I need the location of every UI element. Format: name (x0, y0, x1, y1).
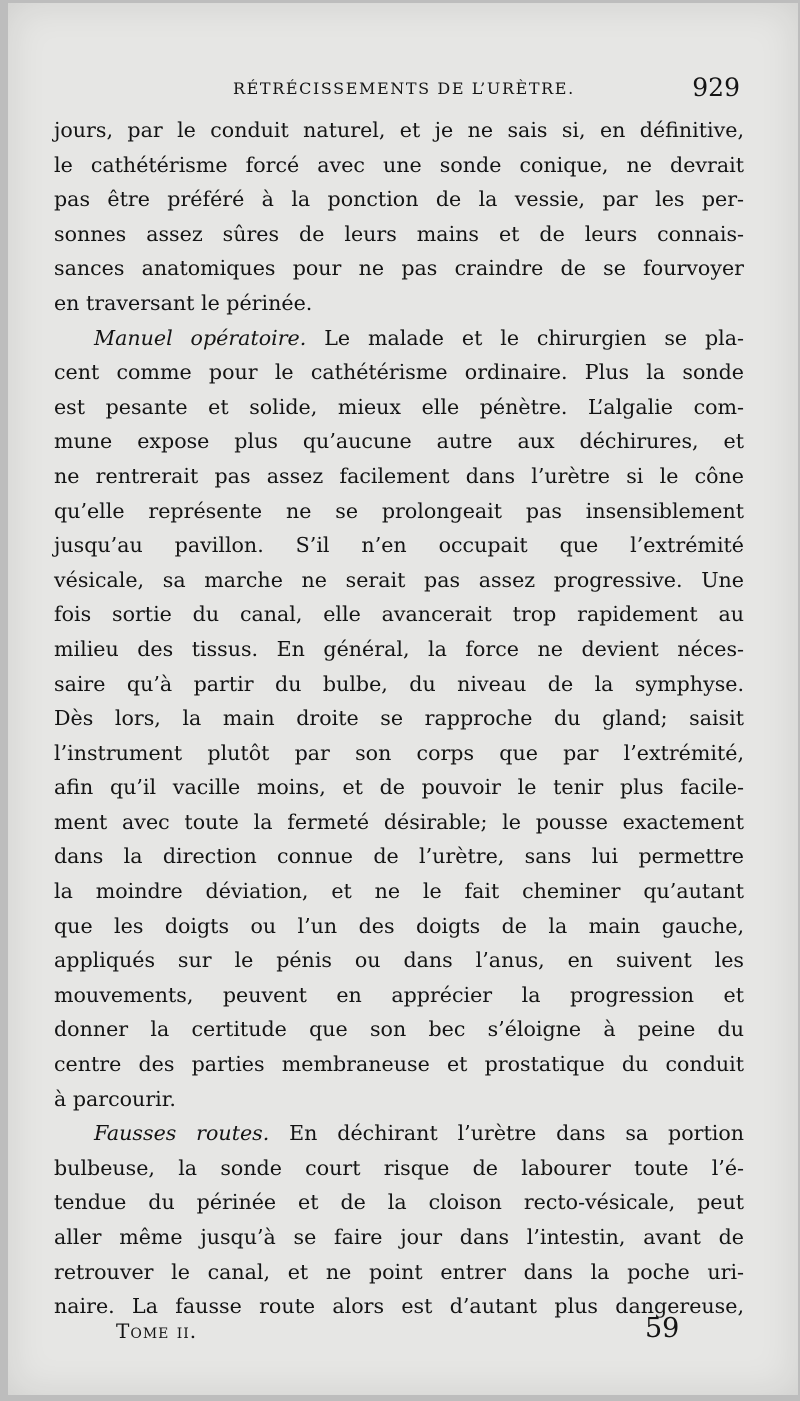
text-line: est pesante et solide, mieux elle pénètre. L’algalie com- (54, 394, 744, 419)
page-header (8, 71, 798, 107)
text-line (54, 1116, 744, 1151)
text-line: pas être préféré à la ponction de la vessie, par les per- (54, 187, 744, 212)
text-line: à parcourir. (54, 1086, 176, 1111)
text-line: afin qu’il vacille moins, et de pouvoir le tenir plus facile- (54, 775, 744, 800)
text-line: centre des parties membraneuse et prostatique du conduit (54, 1052, 744, 1077)
text-line: que les doigts ou l’un des doigts de la main gauche, (54, 913, 744, 938)
text-line: vésicale, sa marche ne serait pas assez progressive. Une (54, 567, 744, 592)
volume-signature: Tome ii. (116, 1319, 198, 1343)
text-line: appliqués sur le pénis ou dans l’anus, en suivent les (54, 948, 744, 973)
text-line: cent comme pour le cathétérisme ordinaire. Plus la sonde (54, 360, 744, 385)
text-line: retrouver le canal, et ne point entrer dans la poche uri- (54, 1259, 744, 1284)
running-title: RÉTRÉCISSEMENTS DE L’URÈTRE. (233, 79, 575, 98)
text-line-remainder: En déchirant l’urètre dans sa portion (269, 1121, 744, 1146)
text-line: dans la direction connue de l’urètre, sans lui permettre (54, 844, 744, 869)
text-line: bulbeuse, la sonde court risque de labourer toute l’é- (54, 1155, 744, 1180)
text-line: en traversant le périnée. (54, 290, 313, 315)
section-lead: Fausses routes. (94, 1121, 270, 1146)
paragraph-manuel-operatoire (54, 321, 744, 1117)
section-lead: Manuel opératoire. (94, 325, 307, 350)
text-line: sances anatomiques pour ne pas craindre de se fourvoyer (54, 256, 744, 281)
text-line: qu’elle représente ne se prolongeait pas insensiblement (54, 498, 744, 523)
paragraph-fausses-routes (54, 1116, 744, 1324)
text-line: mune expose plus qu’aucune autre aux déchirures, et (54, 429, 744, 454)
text-line: tendue du périnée et de la cloison recto-vésicale, peut (54, 1190, 744, 1215)
book-page (8, 3, 798, 1395)
text-line: ment avec toute la fermeté désirable; le pousse exactement (54, 809, 744, 834)
page-number: 929 (692, 73, 740, 102)
text-line: Dès lors, la main droite se rapproche du gland; saisit (54, 706, 744, 731)
text-line: saire qu’à partir du bulbe, du niveau de la symphyse. (54, 671, 744, 696)
text-line: l’instrument plutôt par son corps que par l’extrémité, (54, 740, 744, 765)
text-line: naire. La fausse route alors est d’autant plus dangereuse, (54, 1294, 744, 1319)
text-line: le cathétérisme forcé avec une sonde conique, ne devrait (54, 152, 744, 177)
text-line: donner la certitude que son bec s’éloigne à peine du (54, 1017, 744, 1042)
text-line: fois sortie du canal, elle avancerait trop rapidement au (54, 602, 744, 627)
text-line: aller même jusqu’à se faire jour dans l’intestin, avant de (54, 1225, 744, 1249)
paragraph-continuation (54, 113, 744, 321)
sheet-number: 59 (645, 1313, 680, 1344)
text-line: la moindre déviation, et ne le fait cheminer qu’autant (54, 879, 744, 904)
body-text (54, 113, 744, 1324)
text-line-remainder: Le malade et le chirurgien se pla- (306, 325, 744, 350)
text-line: milieu des tissus. En général, la force ne devient néces- (54, 636, 744, 661)
text-line: ne rentrerait pas assez facilement dans l’urètre si le cône (54, 463, 744, 488)
page-footer (8, 1313, 798, 1353)
text-line (54, 321, 744, 356)
text-line: jusqu’au pavillon. S’il n’en occupait que l’extrémité (54, 533, 744, 558)
text-line: sonnes assez sûres de leurs mains et de leurs connais- (54, 221, 744, 246)
text-line: mouvements, peuvent en apprécier la progression et (54, 982, 744, 1007)
text-line: jours, par le conduit naturel, et je ne sais si, en définitive, (54, 118, 744, 142)
